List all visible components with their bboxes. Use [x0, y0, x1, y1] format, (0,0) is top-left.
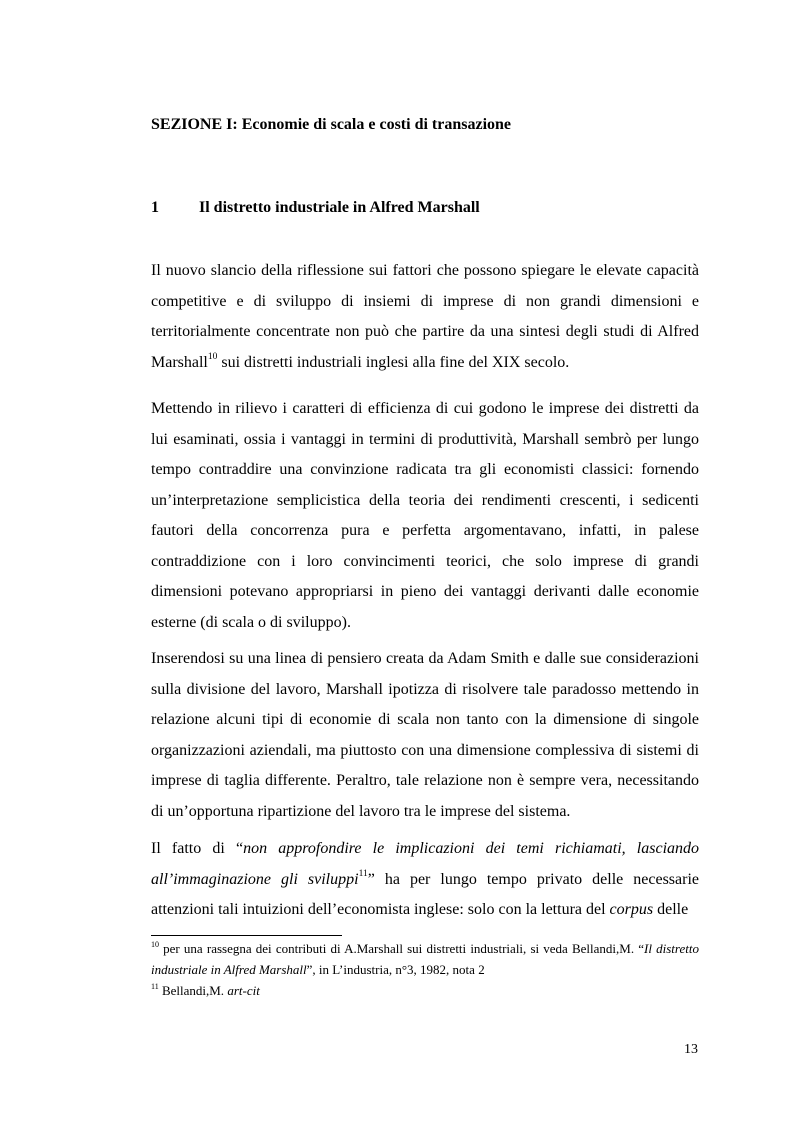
footnote-10-marker: 10 [151, 939, 159, 949]
footnote-10 [151, 938, 699, 980]
paragraph-4-text-b: ” ha per lungo tempo privato delle necessarie attenzioni tali intuizioni dell’economista inglese: solo con la lettura del [151, 870, 700, 918]
paragraph-2: Mettendo in rilievo i caratteri di efficienza di cui godono le imprese dei distretti da lui esaminati, ossia i vantaggi in termini di produttività, Marshall sembrò per lungo tempo contraddire una convinzione radicata tra gli economisti classici: fornendo un’interpretazione semplicistica della teoria dei rendimenti crescenti, i sedicenti fautori della concorrenza pura e perfetta argomentavano, infatti, in palese contraddizione con i loro convincimenti teorici, che solo imprese di grandi dimensioni potevano appropriarsi in pieno dei vantaggi derivanti dalle economie esterne (di scala o di sviluppo). [151, 400, 699, 631]
paragraph-1-text-a: Il nuovo slancio della riflessione sui fattori che possono spiegare le elevate capacità competitive e di sviluppo di insiemi di imprese di non grandi dimensioni e territorialmente concentrate non può che partire da una sintesi degli studi di Alfred Marshall [151, 262, 699, 371]
chapter-title: Il distretto industriale in Alfred Marshall [199, 199, 480, 216]
paragraph-4-corpus: corpus [609, 901, 654, 918]
footnote-ref-10[interactable]: 10 [207, 352, 218, 363]
page-number: 13 [684, 1042, 698, 1057]
footnote-ref-11[interactable]: 11 [358, 869, 368, 880]
chapter-number: 1 [151, 199, 159, 216]
paragraph-3: Inserendosi su una linea di pensiero creata da Adam Smith e dalle sue considerazioni sulla divisione del lavoro, Marshall ipotizza di risolvere tale paradosso mettendo in relazione alcuni tipi di economie di scala non tanto con la dimensione di singole organizzazioni aziendali, ma piuttosto con una dimensione complessiva di sistemi di imprese di taglia differente. Peraltro, tale relazione non è sempre vera, necessitando di un’opportuna ripartizione del lavoro tra le imprese del sistema. [151, 650, 699, 820]
footnote-11-cit: art-cit [227, 983, 260, 998]
footnote-10-title: Il distretto industriale in Alfred Marshall [151, 941, 699, 977]
paragraph-1-text-b: sui distretti industriali inglesi alla fine del XIX secolo. [217, 353, 570, 371]
paragraph-4-text-c: delle [653, 901, 689, 918]
footnote-10-text-a: per una rassegna dei contributi di A.Marshall sui distretti industriali, si veda Bellandi,M. “ [159, 941, 645, 956]
chapter-heading [151, 199, 480, 217]
paragraph-4-text-a: Il fatto di “ [151, 840, 244, 857]
paragraph-4 [151, 834, 699, 926]
footnote-separator [151, 935, 342, 936]
section-title: SEZIONE I: Economie di scala e costi di transazione [151, 116, 512, 133]
footnote-10-text-b: ”, in L’industria, n°3, 1982, nota 2 [306, 962, 485, 977]
footnote-11-text-a: Bellandi,M. [158, 983, 228, 998]
footnote-11 [151, 980, 699, 1001]
footnotes [151, 938, 699, 1001]
footnote-11-marker: 11 [151, 981, 159, 991]
paragraph-4-quote: non approfondire le implicazioni dei temi richiamati, lasciando all’immaginazione gli sviluppi [151, 840, 700, 888]
paragraph-1 [151, 256, 699, 378]
